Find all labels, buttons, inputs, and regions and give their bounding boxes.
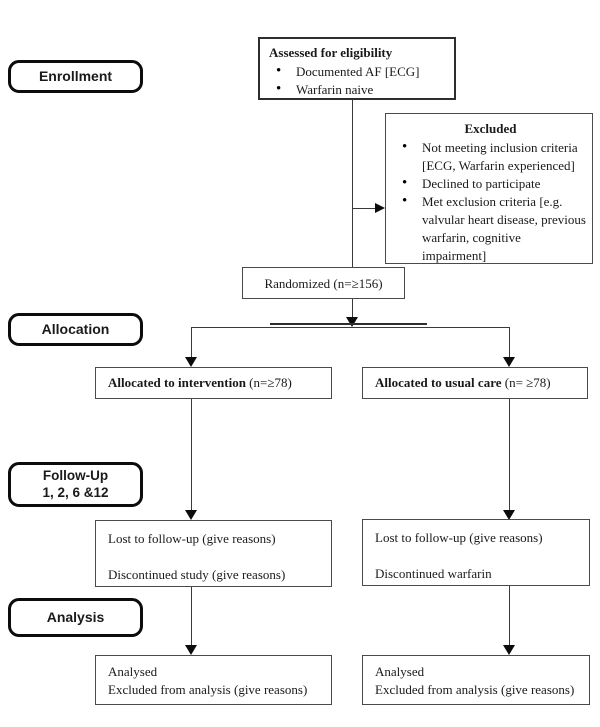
- stage-enrollment-label: Enrollment: [38, 67, 113, 84]
- connector-branch-to-intervention: [191, 327, 192, 358]
- arrowhead-analysis-left: [185, 645, 197, 655]
- branch-line: [191, 327, 509, 328]
- stage-followup: [8, 462, 143, 507]
- stage-allocation-label: Allocation: [41, 320, 110, 337]
- connector-followup-to-analysis-left: [191, 587, 192, 646]
- stage-enrollment: [8, 60, 143, 93]
- followup-usualcare-line2: Discontinued warfarin: [375, 566, 492, 581]
- box-eligibility-bullets: [269, 63, 446, 99]
- bullet-item: • Not meeting inclusion criteria [ECG, Warfarin experienced]: [395, 139, 586, 175]
- box-eligibility: [258, 37, 456, 100]
- box-excluded-bullets: [395, 139, 586, 265]
- stage-followup-label-line2: 1, 2, 6 &12: [42, 484, 109, 500]
- stage-analysis: [8, 598, 143, 637]
- stage-allocation: [8, 313, 143, 346]
- arrowhead-usualcare: [503, 357, 515, 367]
- box-followup-usualcare: [362, 519, 590, 586]
- box-analysis-intervention: [95, 655, 332, 705]
- connector-eligibility-to-randomized: [352, 100, 353, 267]
- bullet-item: • Met exclusion criteria [e.g. valvular heart disease, previous warfarin, cognitive impairment]: [395, 193, 586, 265]
- connector-usualcare-to-followup: [509, 399, 510, 511]
- box-analysis-usualcare: [362, 655, 590, 705]
- box-followup-intervention: [95, 520, 332, 587]
- box-eligibility-title: Assessed for eligibility: [269, 45, 393, 60]
- connector-followup-to-analysis-right: [509, 586, 510, 646]
- bullet-item: • Documented AF [ECG]: [269, 63, 446, 81]
- connector-to-excluded: [352, 208, 377, 209]
- stage-followup-label-line1: Follow-Up: [42, 467, 109, 483]
- followup-usualcare-line1: Lost to follow-up (give reasons): [375, 530, 543, 545]
- arrowhead-branch: [346, 317, 358, 327]
- stage-analysis-label: Analysis: [46, 608, 105, 625]
- box-excluded-title: Excluded: [464, 121, 517, 136]
- box-randomized: [242, 267, 405, 299]
- followup-intervention-line2: Discontinued study (give reasons): [108, 567, 286, 582]
- analysis-intervention-line2: Excluded from analysis (give reasons): [108, 682, 308, 697]
- arrowhead-followup-left: [185, 510, 197, 520]
- connector-randomized-to-branch: [352, 299, 353, 318]
- box-excluded: [385, 113, 593, 264]
- box-allocated-intervention-label: Allocated to intervention: [108, 375, 246, 390]
- connector-branch-to-usualcare: [509, 327, 510, 358]
- connector-intervention-to-followup: [191, 399, 192, 511]
- arrowhead-excluded: [375, 203, 385, 213]
- box-allocated-intervention-n: (n=≥78): [245, 375, 292, 390]
- analysis-usualcare-line2: Excluded from analysis (give reasons): [375, 682, 575, 697]
- box-allocated-usualcare: [362, 367, 588, 399]
- box-randomized-text: Randomized (n=≥156): [264, 276, 383, 291]
- box-allocated-usualcare-n: (n= ≥78): [501, 375, 551, 390]
- bullet-item: • Warfarin naive: [269, 81, 446, 99]
- box-allocated-intervention: [95, 367, 332, 399]
- box-allocated-usualcare-label: Allocated to usual care: [375, 375, 502, 390]
- analysis-intervention-line1: Analysed: [108, 664, 158, 679]
- followup-intervention-line1: Lost to follow-up (give reasons): [108, 531, 276, 546]
- branch-bar: [270, 323, 427, 325]
- bullet-item: • Declined to participate: [395, 175, 586, 193]
- arrowhead-intervention: [185, 357, 197, 367]
- arrowhead-analysis-right: [503, 645, 515, 655]
- analysis-usualcare-line1: Analysed: [375, 664, 425, 679]
